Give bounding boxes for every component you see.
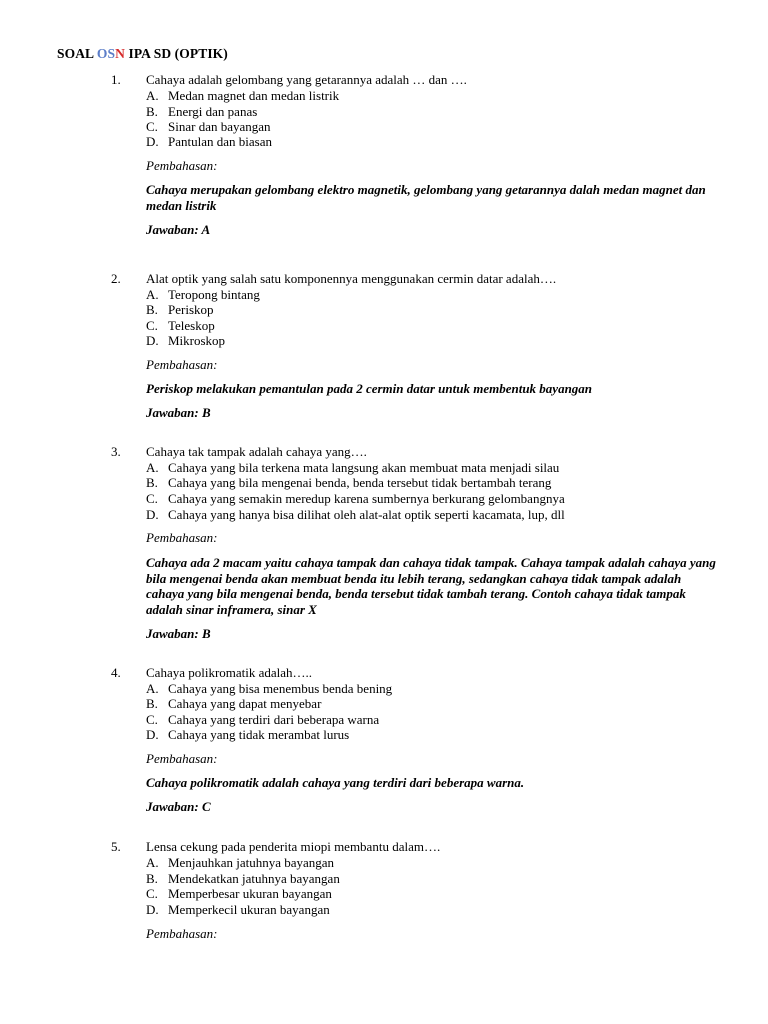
document-title xyxy=(57,46,228,62)
option-letter: B. xyxy=(146,302,158,317)
option-b xyxy=(146,302,214,318)
option-text: Cahaya yang bisa menembus benda bening xyxy=(168,681,393,696)
option-d xyxy=(146,902,330,918)
option-d xyxy=(146,727,349,743)
option-letter: C. xyxy=(146,886,158,901)
answer-text: Jawaban: B xyxy=(146,405,211,420)
option-letter: B. xyxy=(146,871,158,886)
option-letter: C. xyxy=(146,119,158,134)
option-text: Menjauhkan jatuhnya bayangan xyxy=(168,855,335,870)
option-b xyxy=(146,696,321,712)
answer-text: Jawaban: B xyxy=(146,626,211,641)
option-letter: D. xyxy=(146,507,159,522)
explanation-text: Cahaya merupakan gelombang elektro magnetik, gelombang yang getarannya dalah medan magnet dan medan listrik xyxy=(146,182,706,213)
option-d xyxy=(146,134,272,150)
title-letter-s: S xyxy=(107,46,116,61)
option-letter: D. xyxy=(146,333,159,348)
option-d xyxy=(146,507,565,523)
option-text: Pantulan dan biasan xyxy=(168,134,272,149)
option-letter: B. xyxy=(146,104,158,119)
option-text: Sinar dan bayangan xyxy=(168,119,271,134)
option-c xyxy=(146,886,332,902)
title-prefix: SOAL xyxy=(57,46,97,61)
option-letter: D. xyxy=(146,902,159,917)
option-letter: A. xyxy=(146,855,159,870)
option-text: Medan magnet dan medan listrik xyxy=(168,88,340,103)
option-letter: C. xyxy=(146,491,158,506)
title-letter-o: O xyxy=(96,46,108,61)
option-text: Mikroskop xyxy=(168,333,226,348)
option-text: Cahaya yang bila mengenai benda, benda tersebut tidak bertambah terang xyxy=(168,475,552,490)
answer-text: Jawaban: C xyxy=(146,799,211,814)
option-a xyxy=(146,88,339,104)
option-b xyxy=(146,475,551,491)
explanation-text: Cahaya polikromatik adalah cahaya yang terdiri dari beberapa warna. xyxy=(146,775,525,790)
question-text: Alat optik yang salah satu komponennya menggunakan cermin datar adalah…. xyxy=(146,271,557,286)
option-text: Energi dan panas xyxy=(168,104,258,119)
question-number: 2. xyxy=(111,271,121,286)
option-c xyxy=(146,712,379,728)
pembahasan-label: Pembahasan: xyxy=(146,530,218,545)
pembahasan-label: Pembahasan: xyxy=(146,751,218,766)
explanation-text: Cahaya ada 2 macam yaitu cahaya tampak dan cahaya tidak tampak. Cahaya tampak adalah cahaya yang bila mengenai benda akan membuat benda itu lebih terang, sedangkan cahaya tidak tampak adalah cahaya yang bila mengenai benda, benda tersebut tidak tambah terang. Contoh cahaya tidak tampak adalah sinar inframera, sinar X xyxy=(146,555,716,617)
option-letter: A. xyxy=(146,287,159,302)
option-letter: C. xyxy=(146,318,158,333)
option-text: Teropong bintang xyxy=(168,287,260,302)
option-letter: D. xyxy=(146,727,159,742)
option-letter: A. xyxy=(146,88,159,103)
option-a xyxy=(146,287,260,303)
option-a xyxy=(146,855,334,871)
title-suffix: IPA SD (OPTIK) xyxy=(124,46,228,61)
question-number: 5. xyxy=(111,839,121,854)
explanation-text: Periskop melakukan pemantulan pada 2 cermin datar untuk membentuk bayangan xyxy=(146,381,593,396)
option-text: Cahaya yang terdiri dari beberapa warna xyxy=(168,712,380,727)
option-b xyxy=(146,871,340,887)
option-letter: B. xyxy=(146,475,158,490)
option-d xyxy=(146,333,225,349)
option-text: Cahaya yang dapat menyebar xyxy=(168,696,322,711)
option-text: Cahaya yang semakin meredup karena sumbernya berkurang gelombangnya xyxy=(168,491,565,506)
option-letter: B. xyxy=(146,696,158,711)
option-c xyxy=(146,491,565,507)
option-text: Memperbesar ukuran bayangan xyxy=(168,886,332,901)
option-letter: A. xyxy=(146,681,159,696)
option-a xyxy=(146,460,559,476)
option-text: Teleskop xyxy=(168,318,215,333)
option-letter: D. xyxy=(146,134,159,149)
option-text: Cahaya yang hanya bisa dilihat oleh alat-alat optik seperti kacamata, lup, dll xyxy=(168,507,565,522)
option-letter: A. xyxy=(146,460,159,475)
option-text: Periskop xyxy=(168,302,214,317)
option-c xyxy=(146,318,215,334)
option-c xyxy=(146,119,271,135)
title-letter-n: N xyxy=(115,46,125,61)
answer-text: Jawaban: A xyxy=(146,222,211,237)
pembahasan-label: Pembahasan: xyxy=(146,926,218,941)
pembahasan-label: Pembahasan: xyxy=(146,357,218,372)
option-text: Mendekatkan jatuhnya bayangan xyxy=(168,871,340,886)
question-text: Cahaya tak tampak adalah cahaya yang…. xyxy=(146,444,367,459)
question-number: 3. xyxy=(111,444,121,459)
question-text: Cahaya adalah gelombang yang getarannya adalah … dan …. xyxy=(146,72,467,87)
option-a xyxy=(146,681,392,697)
question-number: 1. xyxy=(111,72,121,87)
option-text: Cahaya yang bila terkena mata langsung akan membuat mata menjadi silau xyxy=(168,460,560,475)
question-number: 4. xyxy=(111,665,121,680)
option-letter: C. xyxy=(146,712,158,727)
option-text: Memperkecil ukuran bayangan xyxy=(168,902,330,917)
pembahasan-label: Pembahasan: xyxy=(146,158,218,173)
question-text: Lensa cekung pada penderita miopi membantu dalam…. xyxy=(146,839,441,854)
question-text: Cahaya polikromatik adalah….. xyxy=(146,665,313,680)
option-text: Cahaya yang tidak merambat lurus xyxy=(168,727,350,742)
option-b xyxy=(146,104,257,120)
